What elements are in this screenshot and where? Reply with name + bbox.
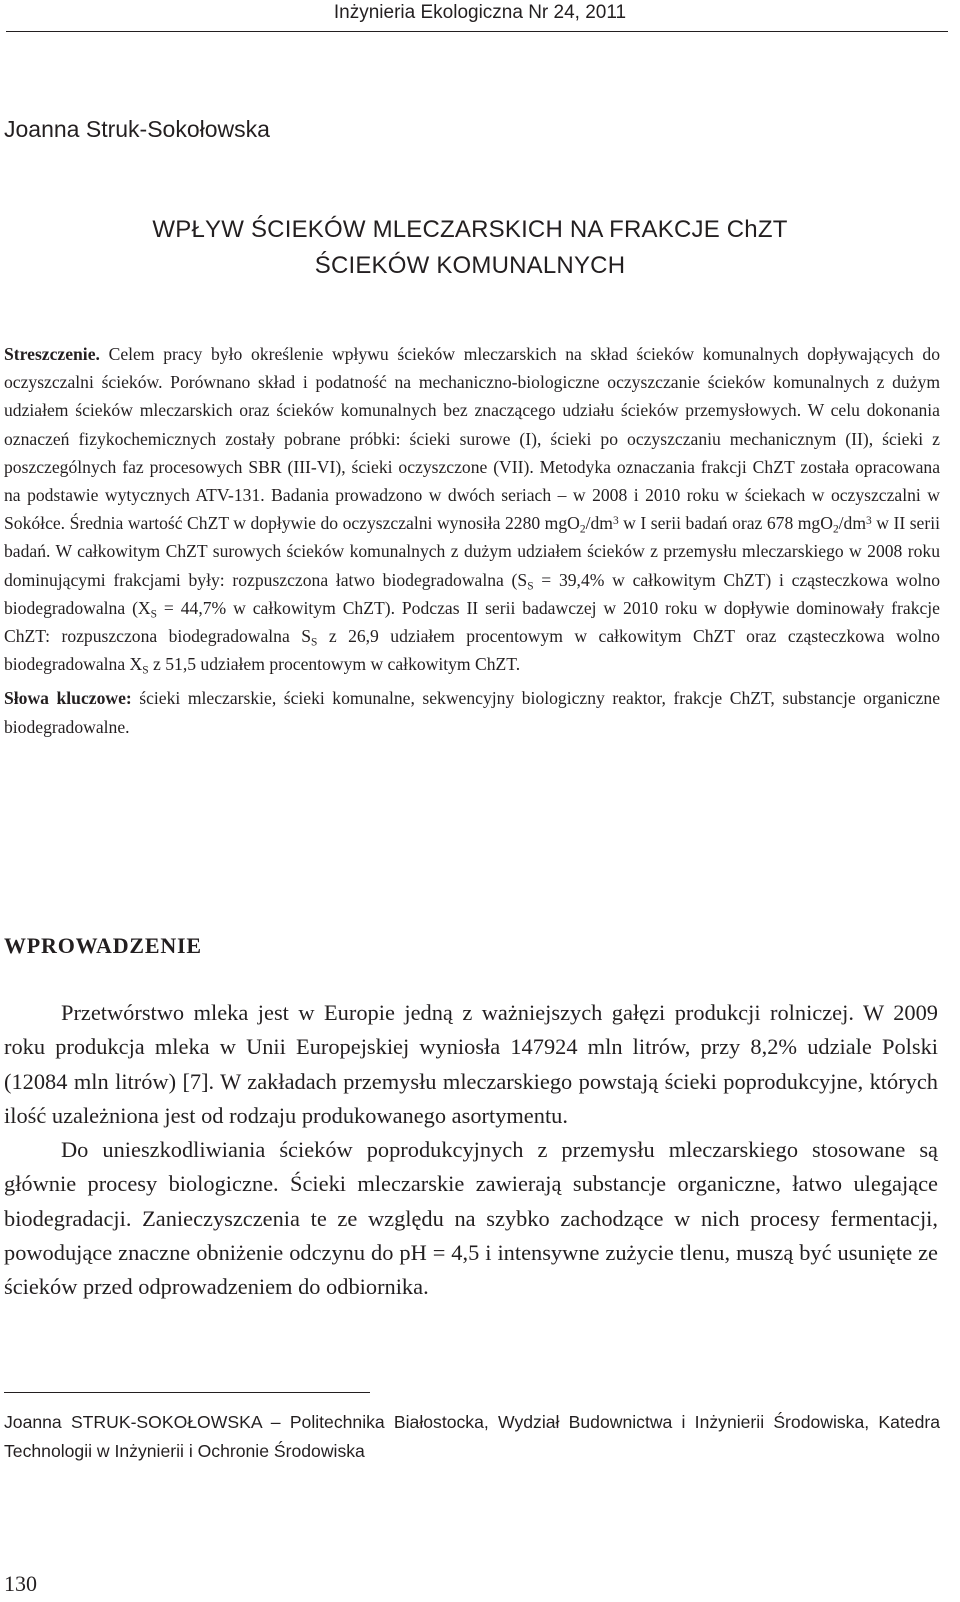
section-heading: WPROWADZENIE [4, 933, 202, 958]
abstract-text-3: w I serii badań oraz 678 mgO [618, 513, 833, 534]
superscript: 3 [612, 515, 619, 528]
footnote-rule [4, 1392, 370, 1393]
article-title-line-2: ŚCIEKÓW KOMUNALNYCH [314, 252, 626, 279]
keywords-paragraph [4, 684, 940, 740]
author-name: Joanna Struk-Sokołowska [4, 116, 270, 142]
header-rule [6, 31, 948, 32]
subscript: S [311, 636, 318, 649]
subscript: 2 [832, 523, 839, 536]
abstract-text-7: = 44,7% w całkowitym ChZT). Podczas II serii badawczej w 2010 roku w dopływie dominowały frakcje ChZT: rozpuszczona biodegradowalna S [4, 597, 940, 647]
subscript: S [527, 580, 534, 593]
abstract-text-1: Celem pracy było określenie wpływu ścieków mleczarskich na skład ścieków komunalnych dopływających do oczyszczalni ścieków. Porównano skład i podatność na mechaniczno-biologiczne oczyszczanie ścieków komunalnych z dużym udziałem ścieków mleczarskich oraz ścieków komunalnych bez znaczącego udziału ścieków przemysłowych. W celu dokonania oznaczeń fizykochemicznych zostały pobrane próbki: ścieki surowe (I), ścieki po oczyszczaniu mechanicznym (II), ścieki z poszczególnych faz procesowych SBR (III-VI), ścieki oczyszczone (VII). Metodyka oznaczania frakcji ChZT została opracowana na podstawie wytycznych ATV-131. Badania prowadzono w dwóch seriach – w 2008 i 2010 roku w ściekach w oczyszczalni w Sokółce. Średnia wartość ChZT w dopływie do oczyszczalni wynosiła 2280 mgO [4, 344, 940, 534]
abstract-paragraph [4, 340, 940, 678]
body-text [4, 996, 938, 1305]
superscript: 3 [866, 515, 872, 528]
abstract-text-4: /dm [838, 513, 867, 534]
abstract-text-9: z 51,5 udziałem procentowym w całkowitym ChZT. [148, 654, 521, 675]
abstract-text-2: /dm [585, 513, 613, 534]
abstract [4, 340, 940, 741]
abstract-text-6: = 39,4% w całkowitym ChZT) i cząsteczkowa wolno biodegradowalna (X [4, 569, 940, 618]
abstract-text-5: w II serii badań. W całkowitym ChZT surowych ścieków komunalnych z dużym udziałem ścieków z przemysłu mleczarskiego w 2008 roku dominującymi frakcjami były: rozpuszczona łatwo biodegradowalna (S [4, 513, 940, 590]
article-title-line-1: WPŁYW ŚCIEKÓW MLECZARSKICH NA FRAKCJE ChZT [152, 216, 788, 243]
abstract-text-8: z 26,9 udziałem procentowym w całkowitym ChZT oraz cząsteczkowa wolno biodegradowalna X [4, 626, 940, 675]
running-header: Inżynieria Ekologiczna Nr 24, 2011 [333, 2, 627, 23]
subscript: S [150, 608, 158, 621]
subscript: S [142, 664, 149, 677]
keywords-text: ścieki mleczarskie, ścieki komunalne, sekwencyjny biologiczny reaktor, frakcje ChZT, substancje organiczne biodegradowalne. [4, 688, 941, 737]
body-paragraph-1: Przetwórstwo mleka jest w Europie jedną z ważniejszych gałęzi produkcji rolniczej. W 2009 roku produkcja mleka w Unii Europejskiej wyniosła 147924 mln litrów, przy 8,2% udziale Polski (12084 mln litrów) [7]. W zakładach przemysłu mleczarskiego powstają ścieki poprodukcyjne, których ilość uzależniona jest od rodzaju produkowanego asortymentu. [4, 1000, 938, 1128]
body-paragraph-2: Do unieszkodliwiania ścieków poprodukcyjnych z przemysłu mleczarskiego stosowane są głównie procesy biologiczne. Ścieki mleczarskie zawierają substancje organiczne, łatwo ulegające biodegradacji. Zanieczyszczenia te ze względu na szybko zachodzące w nich procesy fermentacji, powodujące znaczne obniżenie odczynu do pH = 4,5 i intensywne zużycie tlenu, muszą być usunięte ze ścieków przed odprowadzeniem do odbiornika. [4, 1137, 938, 1300]
abstract-label: Streszczenie. [4, 344, 100, 364]
article-title [0, 212, 940, 284]
subscript: 2 [579, 523, 586, 536]
author-affiliation-footnote: Joanna STRUK-SOKOŁOWSKA – Politechnika Białostocka, Wydział Budownictwa i Inżynierii Środowiska, Katedra Technologii w Inżynierii i Ochronie Środowiska [4, 1412, 940, 1461]
keywords-label: Słowa kluczowe: [4, 688, 132, 709]
page-number: 130 [4, 1571, 37, 1596]
